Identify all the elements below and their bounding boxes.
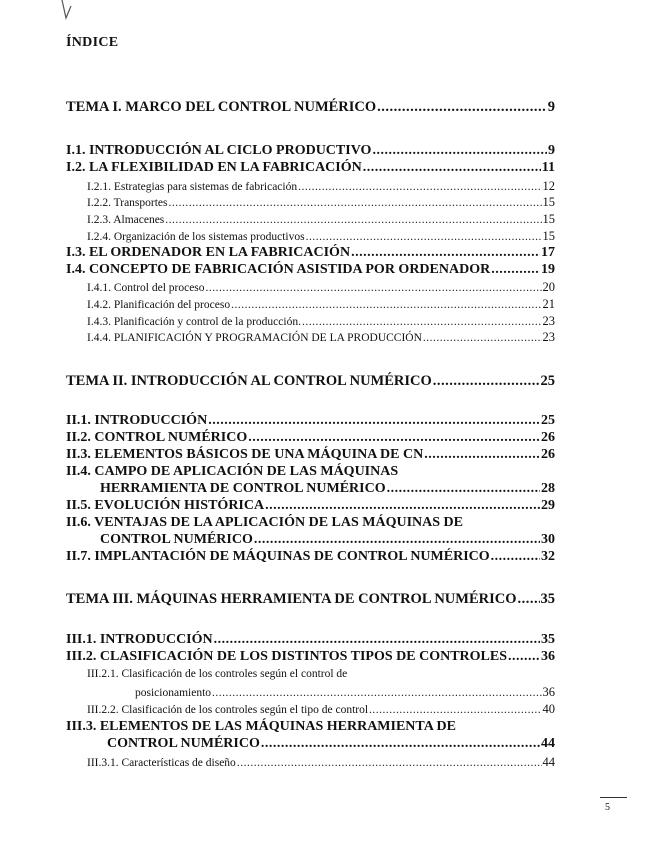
dot-leader: [237, 758, 542, 770]
toc-entry-1-4-2[interactable]: [87, 298, 555, 312]
toc-page-number: 23: [542, 314, 555, 328]
dot-leader: [208, 414, 540, 428]
footer-rule: [600, 797, 627, 798]
scan-mark-icon: [0, 0, 80, 30]
toc-page-number: 36: [542, 685, 555, 699]
dot-leader: [424, 448, 540, 462]
toc-label: I.2.4. Organización de los sistemas productivos: [87, 231, 305, 243]
toc-label: I.4. CONCEPTO DE FABRICACIÓN ASISTIDA POR ORDENADOR: [66, 262, 491, 277]
toc-label-continuation: posicionamiento: [135, 687, 212, 699]
toc-page-number: 11: [541, 160, 555, 175]
dot-leader: [248, 431, 540, 445]
dot-leader: [212, 688, 541, 700]
toc-label: III.3.1. Características de diseño: [87, 757, 236, 769]
toc-page-number: 12: [542, 179, 555, 193]
toc-page-number: 17: [541, 245, 555, 260]
toc-entry-2-4[interactable]: [100, 482, 555, 496]
toc-entry-3-3-1[interactable]: [87, 756, 555, 770]
toc-page-number: 28: [541, 481, 555, 496]
toc-page-number: 25: [541, 413, 555, 428]
toc-entry-2-7[interactable]: [66, 550, 555, 564]
toc-entry-1-4-1[interactable]: [87, 281, 555, 295]
toc-page-number: 21: [542, 297, 555, 311]
toc-label-continuation: CONTROL NUMÉRICO: [107, 736, 260, 751]
toc-label: TEMA III. MÁQUINAS HERRAMIENTA DE CONTROL NUMÉRICO: [66, 591, 517, 607]
toc-label: II.2. CONTROL NUMÉRICO: [66, 430, 248, 445]
toc-entry-1-4-3[interactable]: [87, 315, 555, 329]
toc-label: III.2. CLASIFICACIÓN DE LOS DISTINTOS TIPOS DE CONTROLES: [66, 649, 507, 664]
toc-entry-3-2[interactable]: [66, 650, 555, 664]
toc-page-number: 26: [541, 430, 555, 445]
toc-page-number: 19: [541, 262, 555, 277]
toc-page-number: 35: [541, 632, 555, 647]
toc-label-continuation: HERRAMIENTA DE CONTROL NUMÉRICO: [100, 481, 386, 496]
dot-leader: [261, 737, 540, 751]
toc-page-number: 30: [541, 532, 555, 547]
toc-page-number: 15: [542, 229, 555, 243]
dot-leader: [351, 246, 540, 260]
toc-entry-tema-1[interactable]: [66, 100, 555, 115]
toc-page-number: 29: [541, 498, 555, 513]
toc-entry-tema-3[interactable]: [66, 592, 555, 607]
dot-leader: [433, 374, 540, 389]
toc-entry-1-2-3[interactable]: [87, 213, 555, 227]
toc-page-number: 9: [548, 143, 555, 158]
dot-leader: [254, 533, 540, 547]
toc-entry-2-6[interactable]: [100, 533, 555, 547]
dot-leader: [377, 100, 547, 115]
dot-leader: [387, 482, 540, 496]
toc-entry-2-5[interactable]: [66, 499, 555, 513]
toc-entry-1-4[interactable]: [66, 263, 555, 277]
toc-page-number: 26: [541, 447, 555, 462]
toc-entry-2-2[interactable]: [66, 431, 555, 445]
toc-page-number: 25: [540, 373, 555, 389]
toc-page-number: 40: [542, 702, 555, 716]
toc-page-number: 15: [542, 212, 555, 226]
dot-leader: [369, 705, 541, 717]
toc-page-number: 35: [540, 591, 555, 607]
toc-page-number: 36: [541, 649, 555, 664]
dot-leader: [372, 144, 547, 158]
toc-label: III.1. INTRODUCCIÓN: [66, 632, 213, 647]
dot-leader: [363, 161, 541, 175]
dot-leader: [231, 300, 541, 312]
toc-page-number: 20: [542, 280, 555, 294]
toc-entry-3-2-1[interactable]: [135, 686, 555, 700]
toc-label: TEMA I. MARCO DEL CONTROL NUMÉRICO: [66, 99, 377, 115]
toc-entry-3-1[interactable]: [66, 633, 555, 647]
dot-leader: [298, 182, 541, 194]
toc-label: I.2.3. Almacenes: [87, 214, 165, 226]
page-title: ÍNDICE: [66, 35, 119, 50]
toc-label: I.4.3. Planificación y control de la producción.: [87, 316, 301, 328]
toc-label-continuation: CONTROL NUMÉRICO: [100, 532, 253, 547]
dot-leader: [306, 232, 542, 244]
dot-leader: [165, 215, 541, 227]
toc-entry-2-1[interactable]: [66, 414, 555, 428]
toc-entry-1-2-1[interactable]: [87, 180, 555, 194]
toc-entry-1-1[interactable]: [66, 144, 555, 158]
toc-entry-3-3-title[interactable]: III.3. ELEMENTOS DE LAS MÁQUINAS HERRAMIENTA DE: [66, 719, 456, 734]
toc-entry-1-2[interactable]: [66, 161, 555, 175]
dot-leader: [265, 499, 540, 513]
toc-entry-3-3[interactable]: [107, 737, 555, 751]
toc-entry-2-4-title[interactable]: II.4. CAMPO DE APLICACIÓN DE LAS MÁQUINAS: [66, 464, 399, 479]
dot-leader: [491, 263, 540, 277]
toc-page-number: 9: [547, 99, 555, 115]
toc-label: II.3. ELEMENTOS BÁSICOS DE UNA MÁQUINA DE CN: [66, 447, 424, 462]
toc-label: I.2.2. Transportes: [87, 197, 168, 209]
toc-page-number: 32: [541, 549, 555, 564]
dot-leader: [517, 592, 539, 607]
toc-entry-3-2-1-title[interactable]: III.2.1. Clasificación de los controles según el control de: [87, 668, 348, 680]
toc-page-number: 44: [542, 755, 555, 769]
dot-leader: [214, 633, 540, 647]
dot-leader: [169, 198, 542, 210]
toc-page-number: 44: [541, 736, 555, 751]
page-number: 5: [605, 802, 610, 813]
toc-label: TEMA II. INTRODUCCIÓN AL CONTROL NUMÉRICO: [66, 373, 432, 389]
dot-leader: [206, 283, 542, 295]
dot-leader: [508, 650, 540, 664]
dot-leader: [302, 317, 542, 329]
toc-page-number: 15: [542, 195, 555, 209]
toc-page-number: 23: [542, 330, 555, 344]
toc-entry-2-6-title[interactable]: II.6. VENTAJAS DE LA APLICACIÓN DE LAS MÁQUINAS DE: [66, 515, 463, 530]
toc-entry-tema-2[interactable]: [66, 374, 555, 389]
toc-entry-1-2-2[interactable]: [87, 196, 555, 210]
toc-label: II.1. INTRODUCCIÓN: [66, 413, 208, 428]
toc-entry-2-3[interactable]: [66, 448, 555, 462]
toc-label: I.1. INTRODUCCIÓN AL CICLO PRODUCTIVO: [66, 143, 372, 158]
dot-leader: [423, 333, 542, 345]
toc-label: I.4.2. Planificación del proceso: [87, 299, 231, 311]
toc-entry-1-4-4[interactable]: [87, 331, 555, 345]
dot-leader: [491, 550, 540, 564]
toc-label: I.4.1. Control del proceso: [87, 282, 205, 294]
toc-entry-1-2-4[interactable]: [87, 230, 555, 244]
toc-label: I.3. EL ORDENADOR EN LA FABRICACIÓN: [66, 245, 351, 260]
toc-label: II.5. EVOLUCIÓN HISTÓRICA: [66, 498, 265, 513]
toc-label: I.2. LA FLEXIBILIDAD EN LA FABRICACIÓN: [66, 160, 362, 175]
toc-label: III.2.2. Clasificación de los controles según el tipo de control: [87, 704, 369, 716]
toc-label: II.7. IMPLANTACIÓN DE MÁQUINAS DE CONTROL NUMÉRICO: [66, 549, 490, 564]
toc-entry-3-2-2[interactable]: [87, 703, 555, 717]
toc-entry-1-3[interactable]: [66, 246, 555, 260]
toc-label: I.4.4. PLANIFICACIÓN Y PROGRAMACIÓN DE LA PRODUCCIÓN: [87, 332, 422, 344]
toc-label: I.2.1. Estrategias para sistemas de fabricación: [87, 181, 298, 193]
